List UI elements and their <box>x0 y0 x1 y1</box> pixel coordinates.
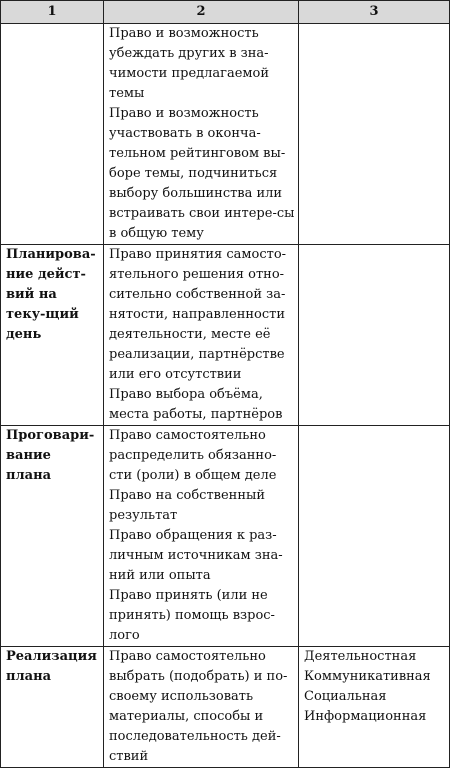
competency-cell <box>299 24 450 245</box>
right-item: Право самостоятельно выбрать (подобрать) и по-своему использовать материалы, способы и последовательность дей-ствий <box>109 649 288 764</box>
table-row <box>1 245 450 426</box>
right-item: Право выбора объёма, места работы, партнёров <box>109 387 283 422</box>
table-row <box>1 647 450 768</box>
right-item: Право обращения к раз-личным источникам зна-ний или опыта <box>109 528 283 583</box>
rights-cell <box>104 426 299 647</box>
stage-cell: Планирова-ние дейст-вий на теку-щий день <box>1 245 104 426</box>
rights-cell <box>104 647 299 768</box>
stage-cell: Проговари-вание плана <box>1 426 104 647</box>
right-item: Право на собственный результат <box>109 488 265 523</box>
table-row <box>1 24 450 245</box>
competency-cell <box>299 245 450 426</box>
competency-item: Социальная <box>304 689 387 704</box>
header-col-1: 1 <box>1 1 104 24</box>
right-item: Право самостоятельно распределить обязанно-сти (роли) в общем деле <box>109 428 277 483</box>
rights-cell <box>104 245 299 426</box>
table-row <box>1 426 450 647</box>
right-item: Право и возможность участвовать в оконча-тельном рейтинговом вы-боре темы, подчиниться выбору большинства или встраивать свои интере-сы в общую тему <box>109 106 295 241</box>
stage-cell <box>1 24 104 245</box>
header-col-2: 2 <box>104 1 299 24</box>
right-item: Право принятия самосто-ятельного решения отно-сительно собственной за-нятости, направленности деятельности, месте её реализации, партнёрстве или его отсутствии <box>109 247 287 382</box>
competency-cell <box>299 647 450 768</box>
competency-cell <box>299 426 450 647</box>
header-col-3: 3 <box>299 1 450 24</box>
rights-cell <box>104 24 299 245</box>
competency-item: Деятельностная <box>304 649 417 664</box>
right-item: Право принять (или не принять) помощь взрос-лого <box>109 588 275 643</box>
competency-item: Коммуникативная <box>304 669 431 684</box>
right-item: Право и возможность убеждать других в зна-чимости предлагаемой темы <box>109 26 270 101</box>
stage-cell: Реализация плана <box>1 647 104 768</box>
header-row <box>1 1 450 24</box>
competency-item: Информационная <box>304 709 427 724</box>
